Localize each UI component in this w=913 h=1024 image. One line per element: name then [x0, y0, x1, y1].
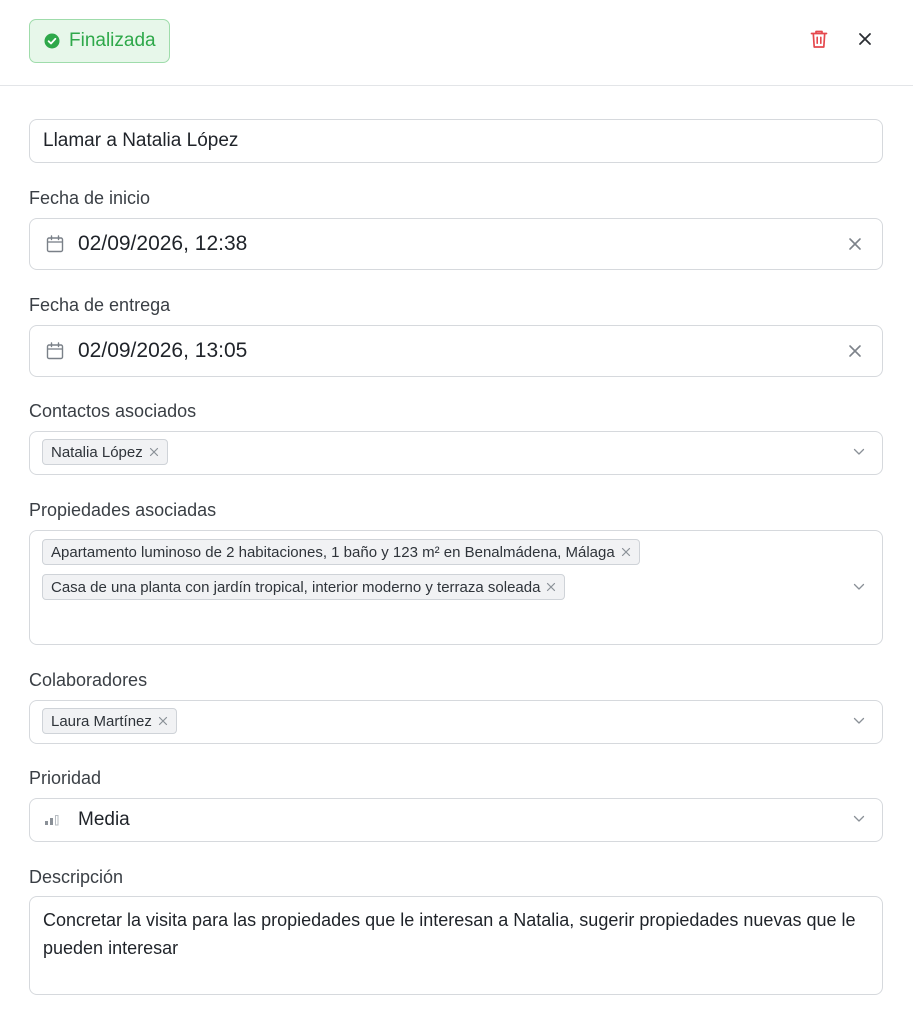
- calendar-icon: [46, 235, 64, 253]
- collaborators-label: Colaboradores: [29, 670, 148, 690]
- remove-tag-icon[interactable]: [149, 447, 159, 457]
- priority-select[interactable]: [29, 798, 883, 842]
- task-title-value: Llamar a Natalia López: [43, 130, 239, 151]
- close-button[interactable]: [852, 28, 878, 54]
- description-value: Concretar la visita para las propiedades que le interesan a Natalia, sugerir propiedades nuevas que le pueden interesar: [43, 910, 856, 958]
- collaborator-tag: [42, 708, 177, 734]
- calendar-icon: [46, 342, 64, 360]
- status-badge[interactable]: [29, 19, 170, 63]
- description-label: Descripción: [29, 867, 124, 887]
- property-tag-label: Casa de una planta con jardín tropical, interior moderno y terraza soleada: [51, 578, 541, 596]
- clear-due-date-icon[interactable]: [846, 342, 864, 360]
- property-tag: [42, 574, 565, 600]
- properties-label: Propiedades asociadas: [29, 500, 217, 520]
- remove-tag-icon[interactable]: [158, 716, 168, 726]
- properties-select[interactable]: [29, 530, 883, 645]
- start-date-value: 02/09/2026, 12:38: [78, 232, 248, 255]
- due-date-value: 02/09/2026, 13:05: [78, 339, 248, 362]
- start-date-input[interactable]: [29, 218, 883, 270]
- contacts-select[interactable]: [29, 431, 883, 475]
- contact-tag: [42, 439, 168, 465]
- task-title-input[interactable]: [29, 119, 883, 163]
- trash-icon: [810, 29, 828, 54]
- due-date-input[interactable]: [29, 325, 883, 377]
- clear-start-date-icon[interactable]: [846, 235, 864, 253]
- collaborator-tag-label: Laura Martínez: [51, 712, 152, 730]
- chevron-down-icon[interactable]: [853, 717, 865, 725]
- property-tag: [42, 539, 640, 565]
- panel-header: [0, 0, 913, 86]
- check-circle-icon: [44, 33, 60, 49]
- remove-tag-icon[interactable]: [621, 547, 631, 557]
- due-date-label: Fecha de entrega: [29, 295, 171, 315]
- collaborators-select[interactable]: [29, 700, 883, 744]
- priority-value: Media: [78, 809, 130, 830]
- property-tag-label: Apartamento luminoso de 2 habitaciones, 1 baño y 123 m² en Benalmádena, Málaga: [51, 543, 615, 561]
- priority-label: Prioridad: [29, 768, 102, 788]
- start-date-label: Fecha de inicio: [29, 188, 151, 208]
- delete-button[interactable]: [806, 28, 832, 54]
- description-textarea[interactable]: [29, 896, 883, 995]
- chevron-down-icon[interactable]: [853, 583, 865, 591]
- status-label: Finalizada: [69, 30, 156, 51]
- chevron-down-icon[interactable]: [853, 815, 865, 823]
- chevron-down-icon[interactable]: [853, 448, 865, 456]
- contacts-label: Contactos asociados: [29, 401, 197, 421]
- close-icon: [858, 32, 872, 51]
- signal-bars-medium-icon: [44, 814, 60, 826]
- contact-tag-label: Natalia López: [51, 443, 143, 461]
- remove-tag-icon[interactable]: [546, 582, 556, 592]
